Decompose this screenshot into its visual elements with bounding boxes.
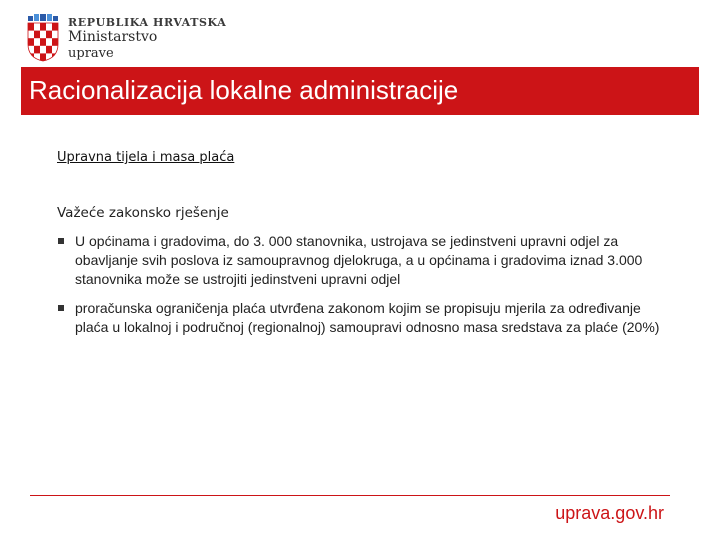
list-item-text: proračunska ograničenja plaća utvrđena zakonom kojim se propisuju mjerila za određivanje plaća u lokalnoj i područnoj (regionalnoj) samoupravi odnosno masa sredstava za plaće (20%) [75,300,660,335]
website-link[interactable]: uprava.gov.hr [555,503,664,523]
croatian-coat-of-arms-icon [24,14,62,62]
logo-country-name: REPUBLIKA HRVATSKA [68,16,227,29]
bullet-list [57,232,667,337]
section-subheading: Važeće zakonsko rješenje [57,205,229,221]
list-item [57,299,667,337]
logo-ministry-name: Ministarstvo [68,29,158,45]
list-item [57,232,667,289]
square-bullet-icon [58,305,64,311]
section-heading: Upravna tijela i masa plaća [57,150,235,165]
logo-ministry-subname: uprave [68,46,114,61]
title-banner [21,67,699,115]
list-item-text: U općinama i gradovima, do 3. 000 stanovnika, ustrojava se jedinstveni upravni odjel za obavljanje svih poslova iz samoupravnog djelokruga, a u općinama i gradovima iznad 3.000 stanovnika može se ustrojiti jedinstveni upravni odjel [75,233,643,287]
footer-divider [30,495,670,496]
square-bullet-icon [58,238,64,244]
slide-title: Racionalizacija lokalne administracije [29,75,459,105]
ministry-logo [24,14,227,64]
